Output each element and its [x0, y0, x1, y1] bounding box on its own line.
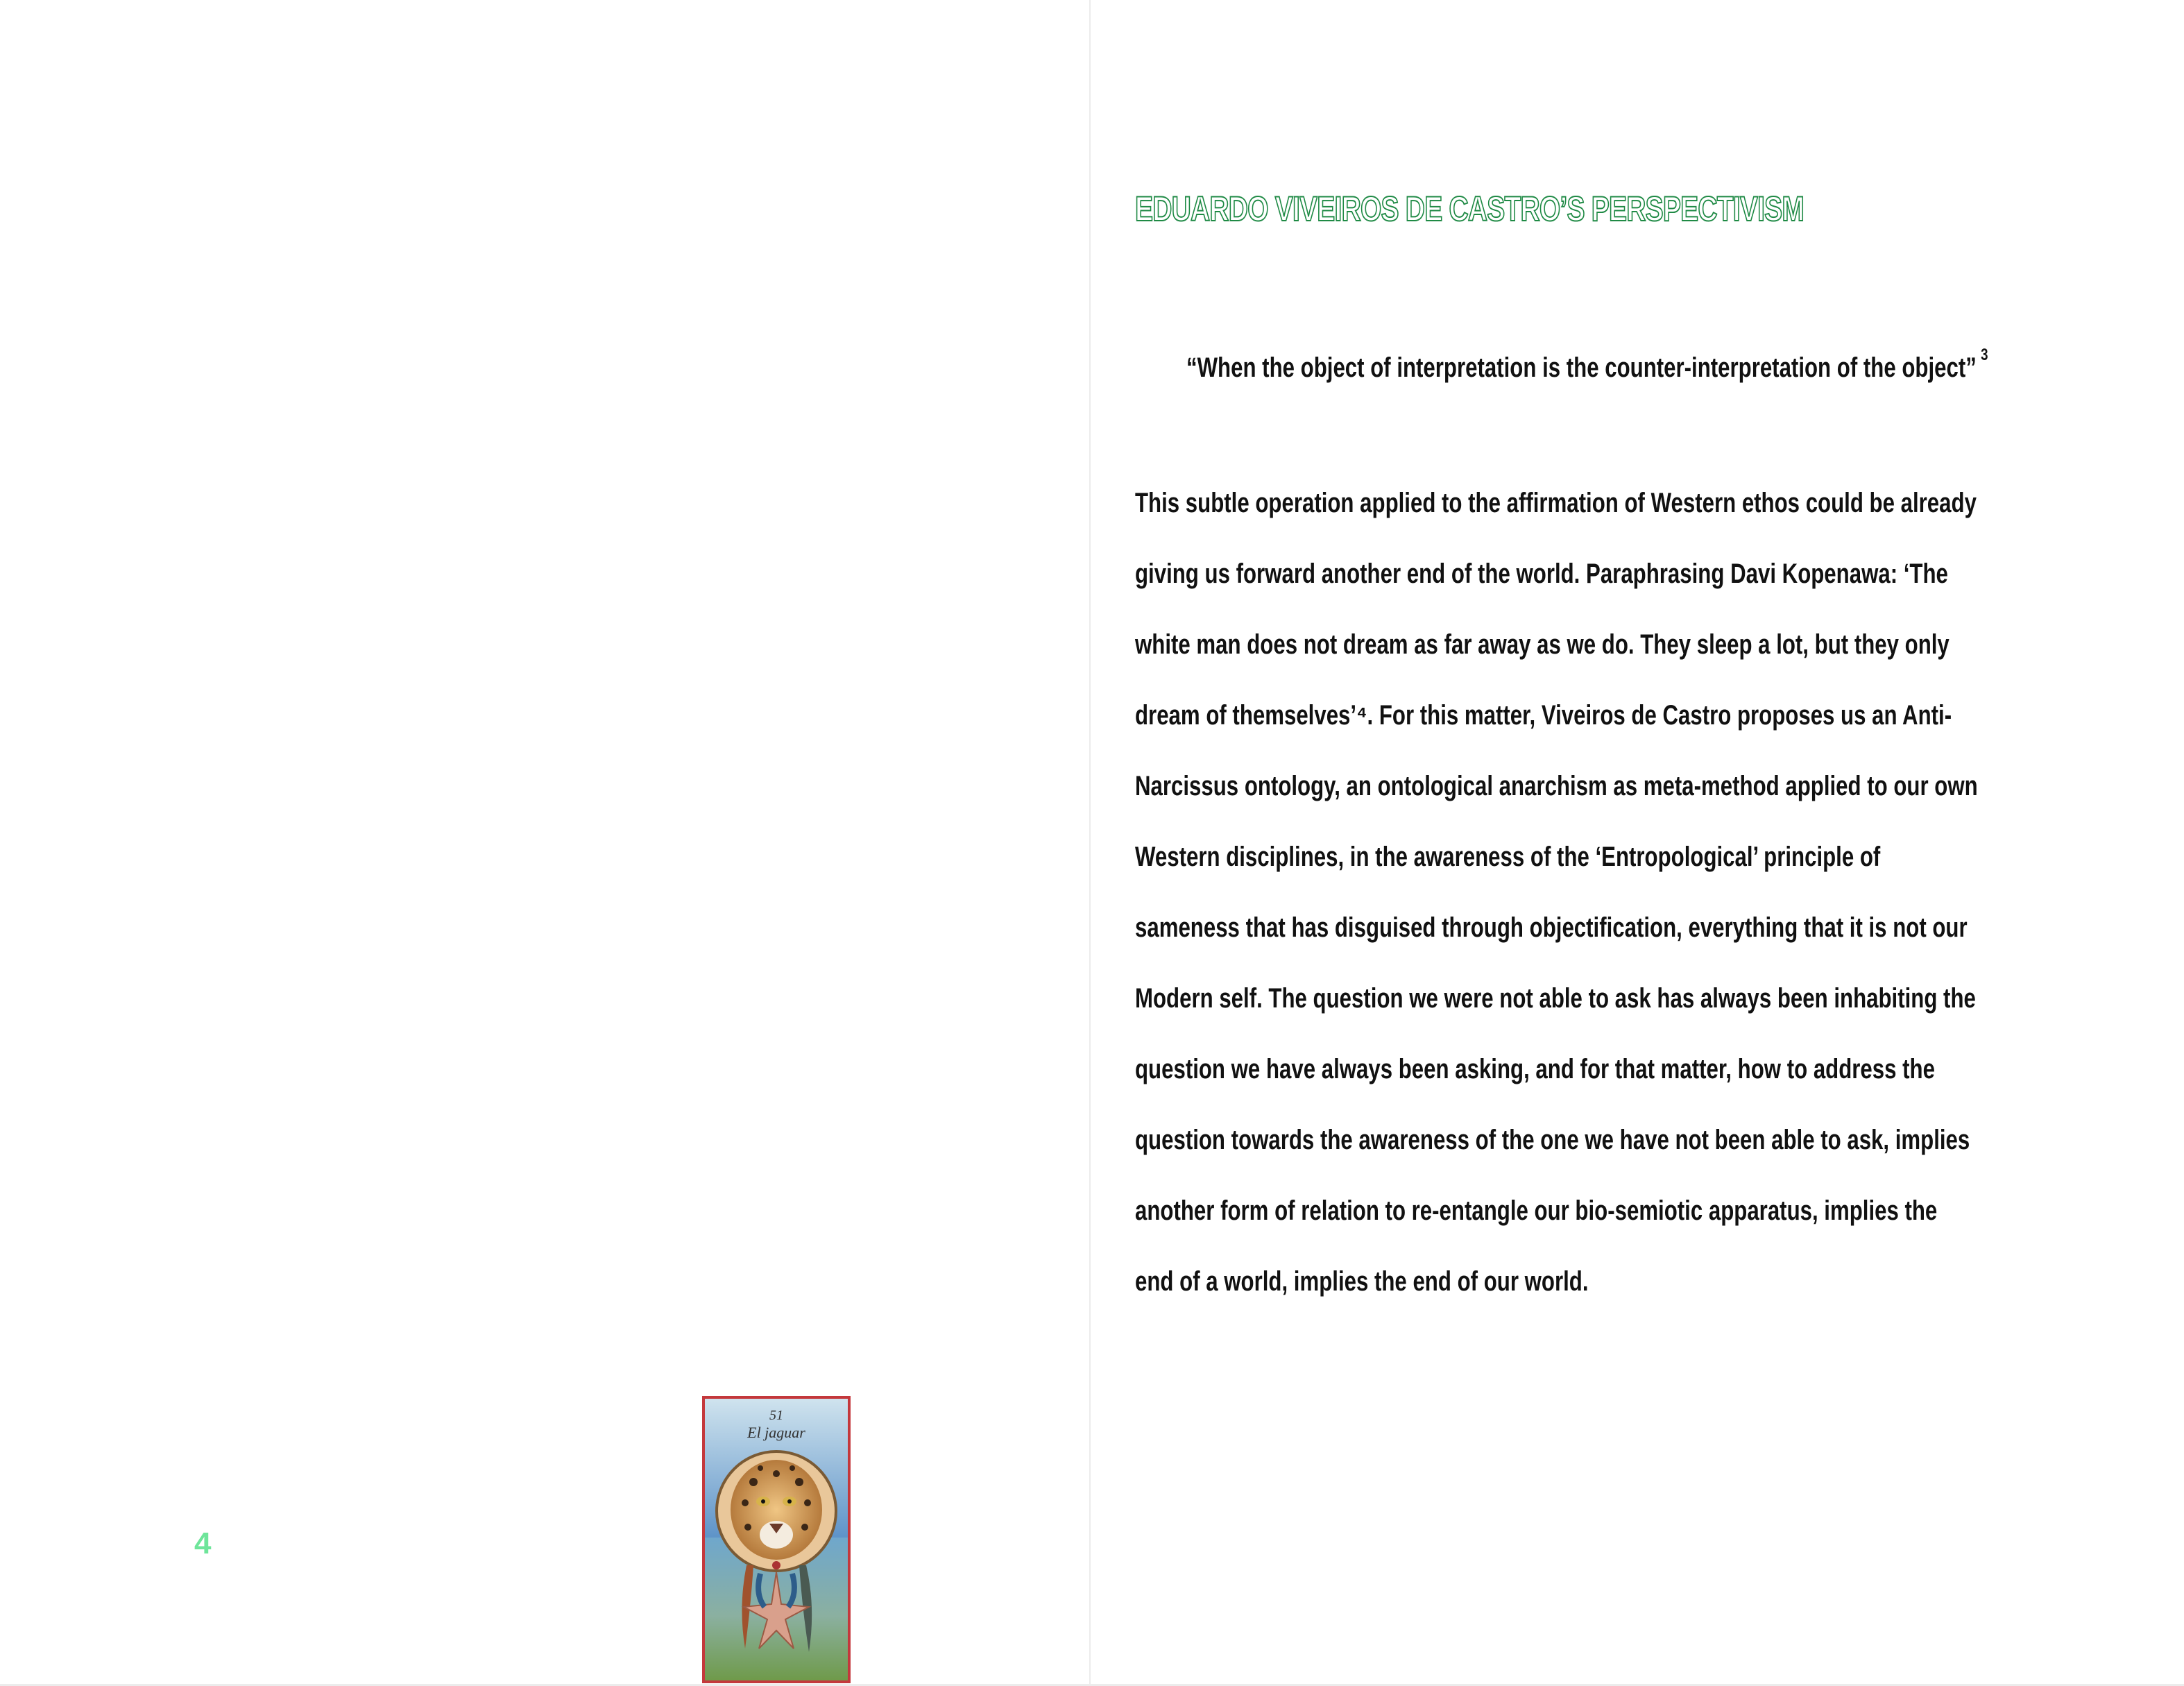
body-line: This subtle operation applied to the affirmation of Western ethos could be already: [1135, 488, 1977, 518]
body-line: Narcissus ontology, an ontological anarchism as meta-method applied to our own: [1135, 771, 1978, 801]
card-name: El jaguar: [747, 1424, 805, 1441]
epigraph-text: “When the object of interpretation is the counter-interpretation of the object”: [1186, 352, 1977, 383]
body-line: question we have always been asking, and for that matter, how to address the: [1135, 1054, 1935, 1084]
jaguar-card-image: [702, 1396, 851, 1683]
body-line: giving us forward another end of the world. Paraphrasing Davi Kopenawa: ‘The: [1135, 559, 1948, 589]
epigraph: [1186, 346, 1988, 384]
right-page: [1092, 0, 2184, 1686]
footnote-marker: 3: [1981, 346, 1988, 364]
body-line: question towards the awareness of the one we have not been able to ask, implies: [1135, 1125, 1970, 1155]
page-divider: [1089, 0, 1091, 1686]
page-title: EDUARDO VIVEIROS DE CASTRO’S PERSPECTIVISM: [1135, 189, 1805, 228]
body-line: sameness that has disguised through objectification, everything that it is not our: [1135, 912, 1968, 943]
page-number: 4: [194, 1526, 212, 1560]
body-line: dream of themselves’⁴. For this matter, Viveiros de Castro proposes us an Anti-: [1135, 700, 1952, 731]
card-number: 51: [769, 1408, 783, 1423]
body-line: white man does not dream as far away as we do. They sleep a lot, but they only: [1135, 629, 1950, 660]
body-text: [1135, 486, 1978, 1335]
body-line: Western disciplines, in the awareness of the ‘Entropological’ principle of: [1135, 842, 1881, 872]
body-line: another form of relation to re-entangle our bio-semiotic apparatus, implies the: [1135, 1195, 1938, 1226]
body-line: Modern self. The question we were not able to ask has always been inhabiting the: [1135, 983, 1976, 1014]
body-line: end of a world, implies the end of our world.: [1135, 1266, 1589, 1297]
